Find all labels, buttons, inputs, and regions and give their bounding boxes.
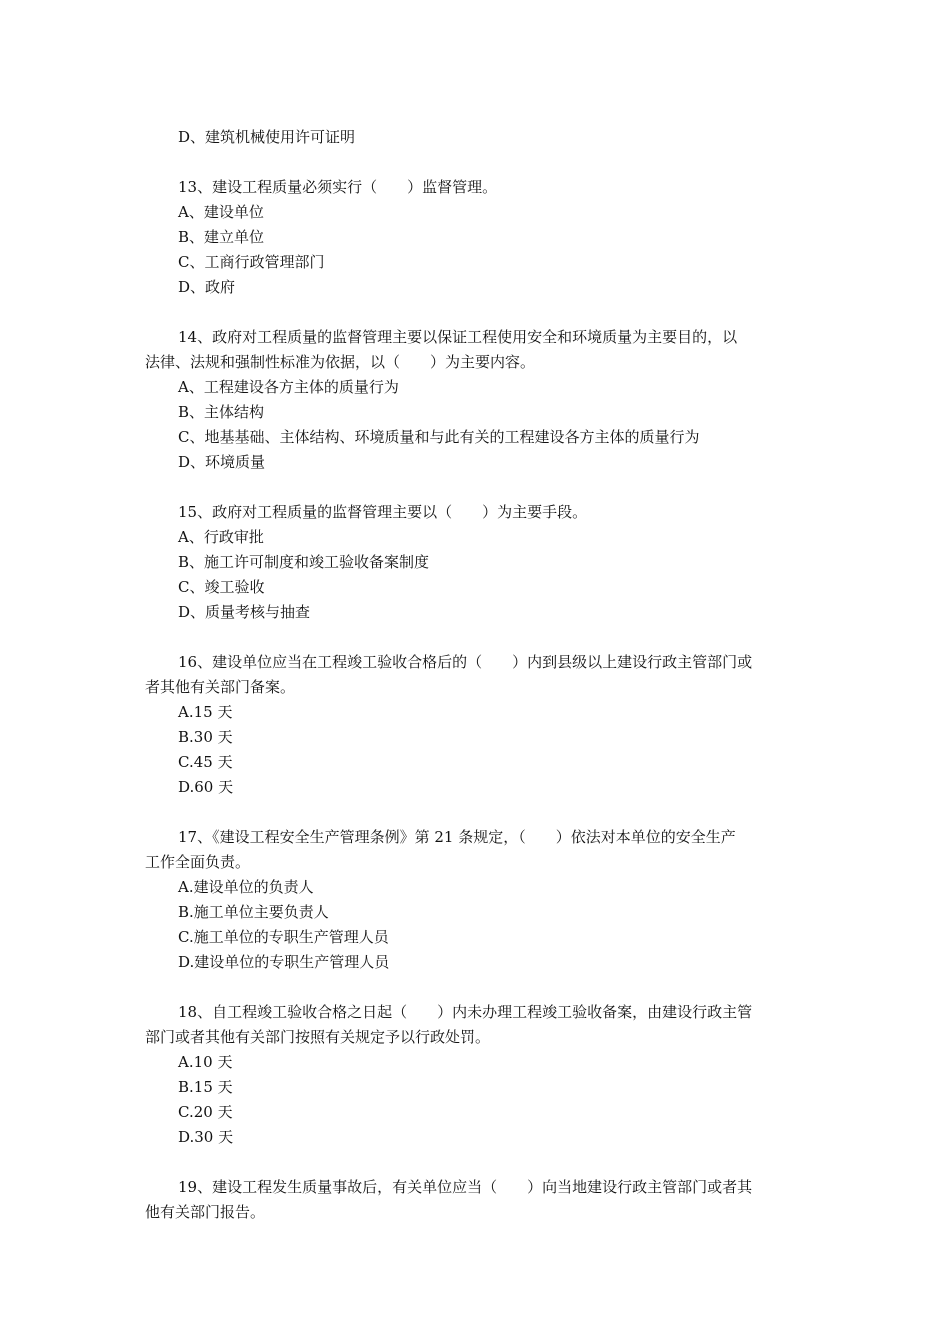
option-line: C.施工单位的专职生产管理人员: [178, 928, 389, 946]
option-line: D.建设单位的专职生产管理人员: [178, 953, 390, 971]
option-line: A.建设单位的负责人: [178, 878, 314, 896]
option-line: C.45 天: [178, 753, 233, 771]
question-18: [145, 1000, 815, 1150]
option-line: D.30 天: [178, 1128, 234, 1146]
question-15: [145, 500, 815, 625]
question-stem-continuation: 法律、法规和强制性标准为依据，以（ ）为主要内容。: [145, 353, 536, 371]
option-line: B.30 天: [178, 728, 233, 746]
question-stem-continuation: 他有关部门报告。: [145, 1203, 266, 1221]
option-line: B、主体结构: [178, 403, 265, 421]
option-line: D、环境质量: [178, 453, 266, 471]
question-stem: 14、政府对工程质量的监督管理主要以保证工程使用安全和环境质量为主要目的，以: [178, 328, 738, 346]
question-stem-continuation: 工作全面负责。: [145, 853, 251, 871]
option-line: C.20 天: [178, 1103, 233, 1121]
question-16: [145, 650, 815, 800]
option-line: B.15 天: [178, 1078, 233, 1096]
question-stem: 17、《建设工程安全生产管理条例》第 21 条规定，（ ）依法对本单位的安全生产: [178, 828, 736, 846]
question-stem: 13、建设工程质量必须实行（ ）监督管理。: [178, 178, 498, 196]
option-line: A.10 天: [178, 1053, 233, 1071]
option-line: D、政府: [178, 278, 236, 296]
question-17: [145, 825, 815, 975]
option-line: B、施工许可制度和竣工验收备案制度: [178, 553, 430, 571]
question-14: [145, 325, 815, 475]
option-line: A、行政审批: [178, 528, 264, 546]
option-line: C、工商行政管理部门: [178, 253, 325, 271]
question-stem: 16、建设单位应当在工程竣工验收合格后的（ ）内到县级以上建设行政主管部门或: [178, 653, 753, 671]
question-stem: 18、自工程竣工验收合格之日起（ ）内未办理工程竣工验收备案，由建设行政主管: [178, 1003, 753, 1021]
option-line: B、建立单位: [178, 228, 265, 246]
question-stem-continuation: 者其他有关部门备案。: [145, 678, 296, 696]
question-19: [145, 1175, 815, 1225]
option-line: C、竣工验收: [178, 578, 265, 596]
option-line: B.施工单位主要负责人: [178, 903, 329, 921]
option-line: A、工程建设各方主体的质量行为: [178, 378, 399, 396]
option-line: D、质量考核与抽查: [178, 603, 311, 621]
option-line: A、建设单位: [178, 203, 264, 221]
option-line: D、建筑机械使用许可证明: [178, 128, 356, 146]
option-line: A.15 天: [178, 703, 233, 721]
question-stem: 15、政府对工程质量的监督管理主要以（ ）为主要手段。: [178, 503, 588, 521]
document-body: [145, 125, 815, 1225]
question-stem: 19、建设工程发生质量事故后，有关单位应当（ ）向当地建设行政主管部门或者其: [178, 1178, 753, 1196]
question-13: [145, 175, 815, 300]
option-line: D.60 天: [178, 778, 234, 796]
option-line: C、地基基础、主体结构、环境质量和与此有关的工程建设各方主体的质量行为: [178, 428, 700, 446]
question-stem-continuation: 部门或者其他有关部门按照有关规定予以行政处罚。: [145, 1028, 491, 1046]
